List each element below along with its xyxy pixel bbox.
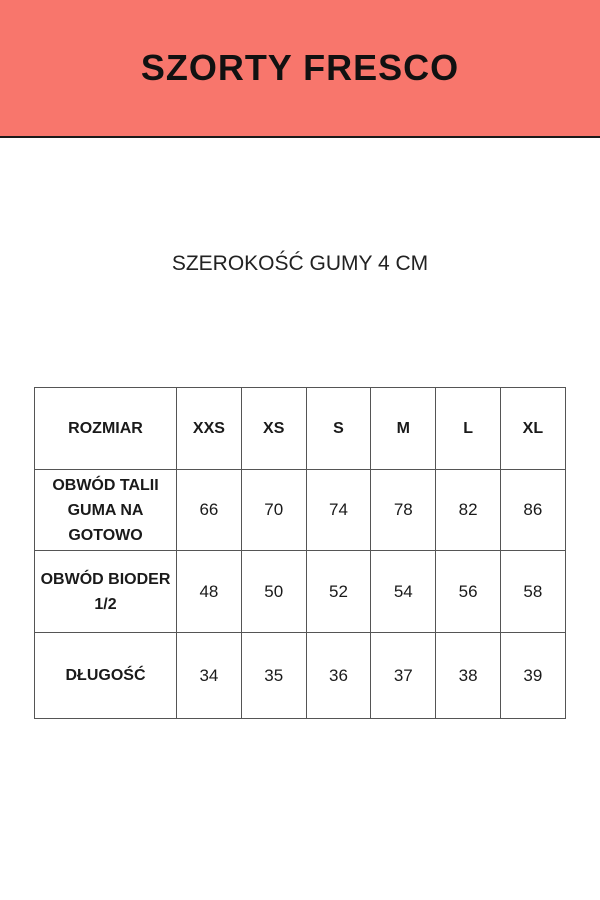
value-cell: 54 [371, 551, 436, 633]
size-header-cell: XXS [177, 388, 242, 470]
value-cell: 37 [371, 633, 436, 719]
row-label-cell: DŁUGOŚĆ [35, 633, 177, 719]
title-banner [0, 0, 600, 138]
size-header-cell: XS [241, 388, 306, 470]
row-label-cell: OBWÓD BIODER 1/2 [35, 551, 177, 633]
header-label-cell: ROZMIAR [35, 388, 177, 470]
value-cell: 70 [241, 470, 306, 551]
value-cell: 50 [241, 551, 306, 633]
table-header-row [35, 388, 566, 470]
value-cell: 39 [500, 633, 565, 719]
value-cell: 82 [436, 470, 501, 551]
value-cell: 52 [306, 551, 371, 633]
value-cell: 74 [306, 470, 371, 551]
value-cell: 35 [241, 633, 306, 719]
value-cell: 78 [371, 470, 436, 551]
value-cell: 56 [436, 551, 501, 633]
page-title: SZORTY FRESCO [140, 47, 460, 88]
value-cell: 38 [436, 633, 501, 719]
size-chart-table [34, 387, 566, 719]
value-cell: 66 [177, 470, 242, 551]
table-row [35, 551, 566, 633]
size-header-cell: S [306, 388, 371, 470]
value-cell: 48 [177, 551, 242, 633]
size-header-cell: L [436, 388, 501, 470]
size-header-cell: XL [500, 388, 565, 470]
value-cell: 58 [500, 551, 565, 633]
size-header-cell: M [371, 388, 436, 470]
value-cell: 36 [306, 633, 371, 719]
elastic-width-note: SZEROKOŚĆ GUMY 4 CM [171, 252, 429, 275]
table-row [35, 470, 566, 551]
value-cell: 34 [177, 633, 242, 719]
value-cell: 86 [500, 470, 565, 551]
row-label-cell: OBWÓD TALII GUMA NA GOTOWO [35, 470, 177, 551]
table-row [35, 633, 566, 719]
